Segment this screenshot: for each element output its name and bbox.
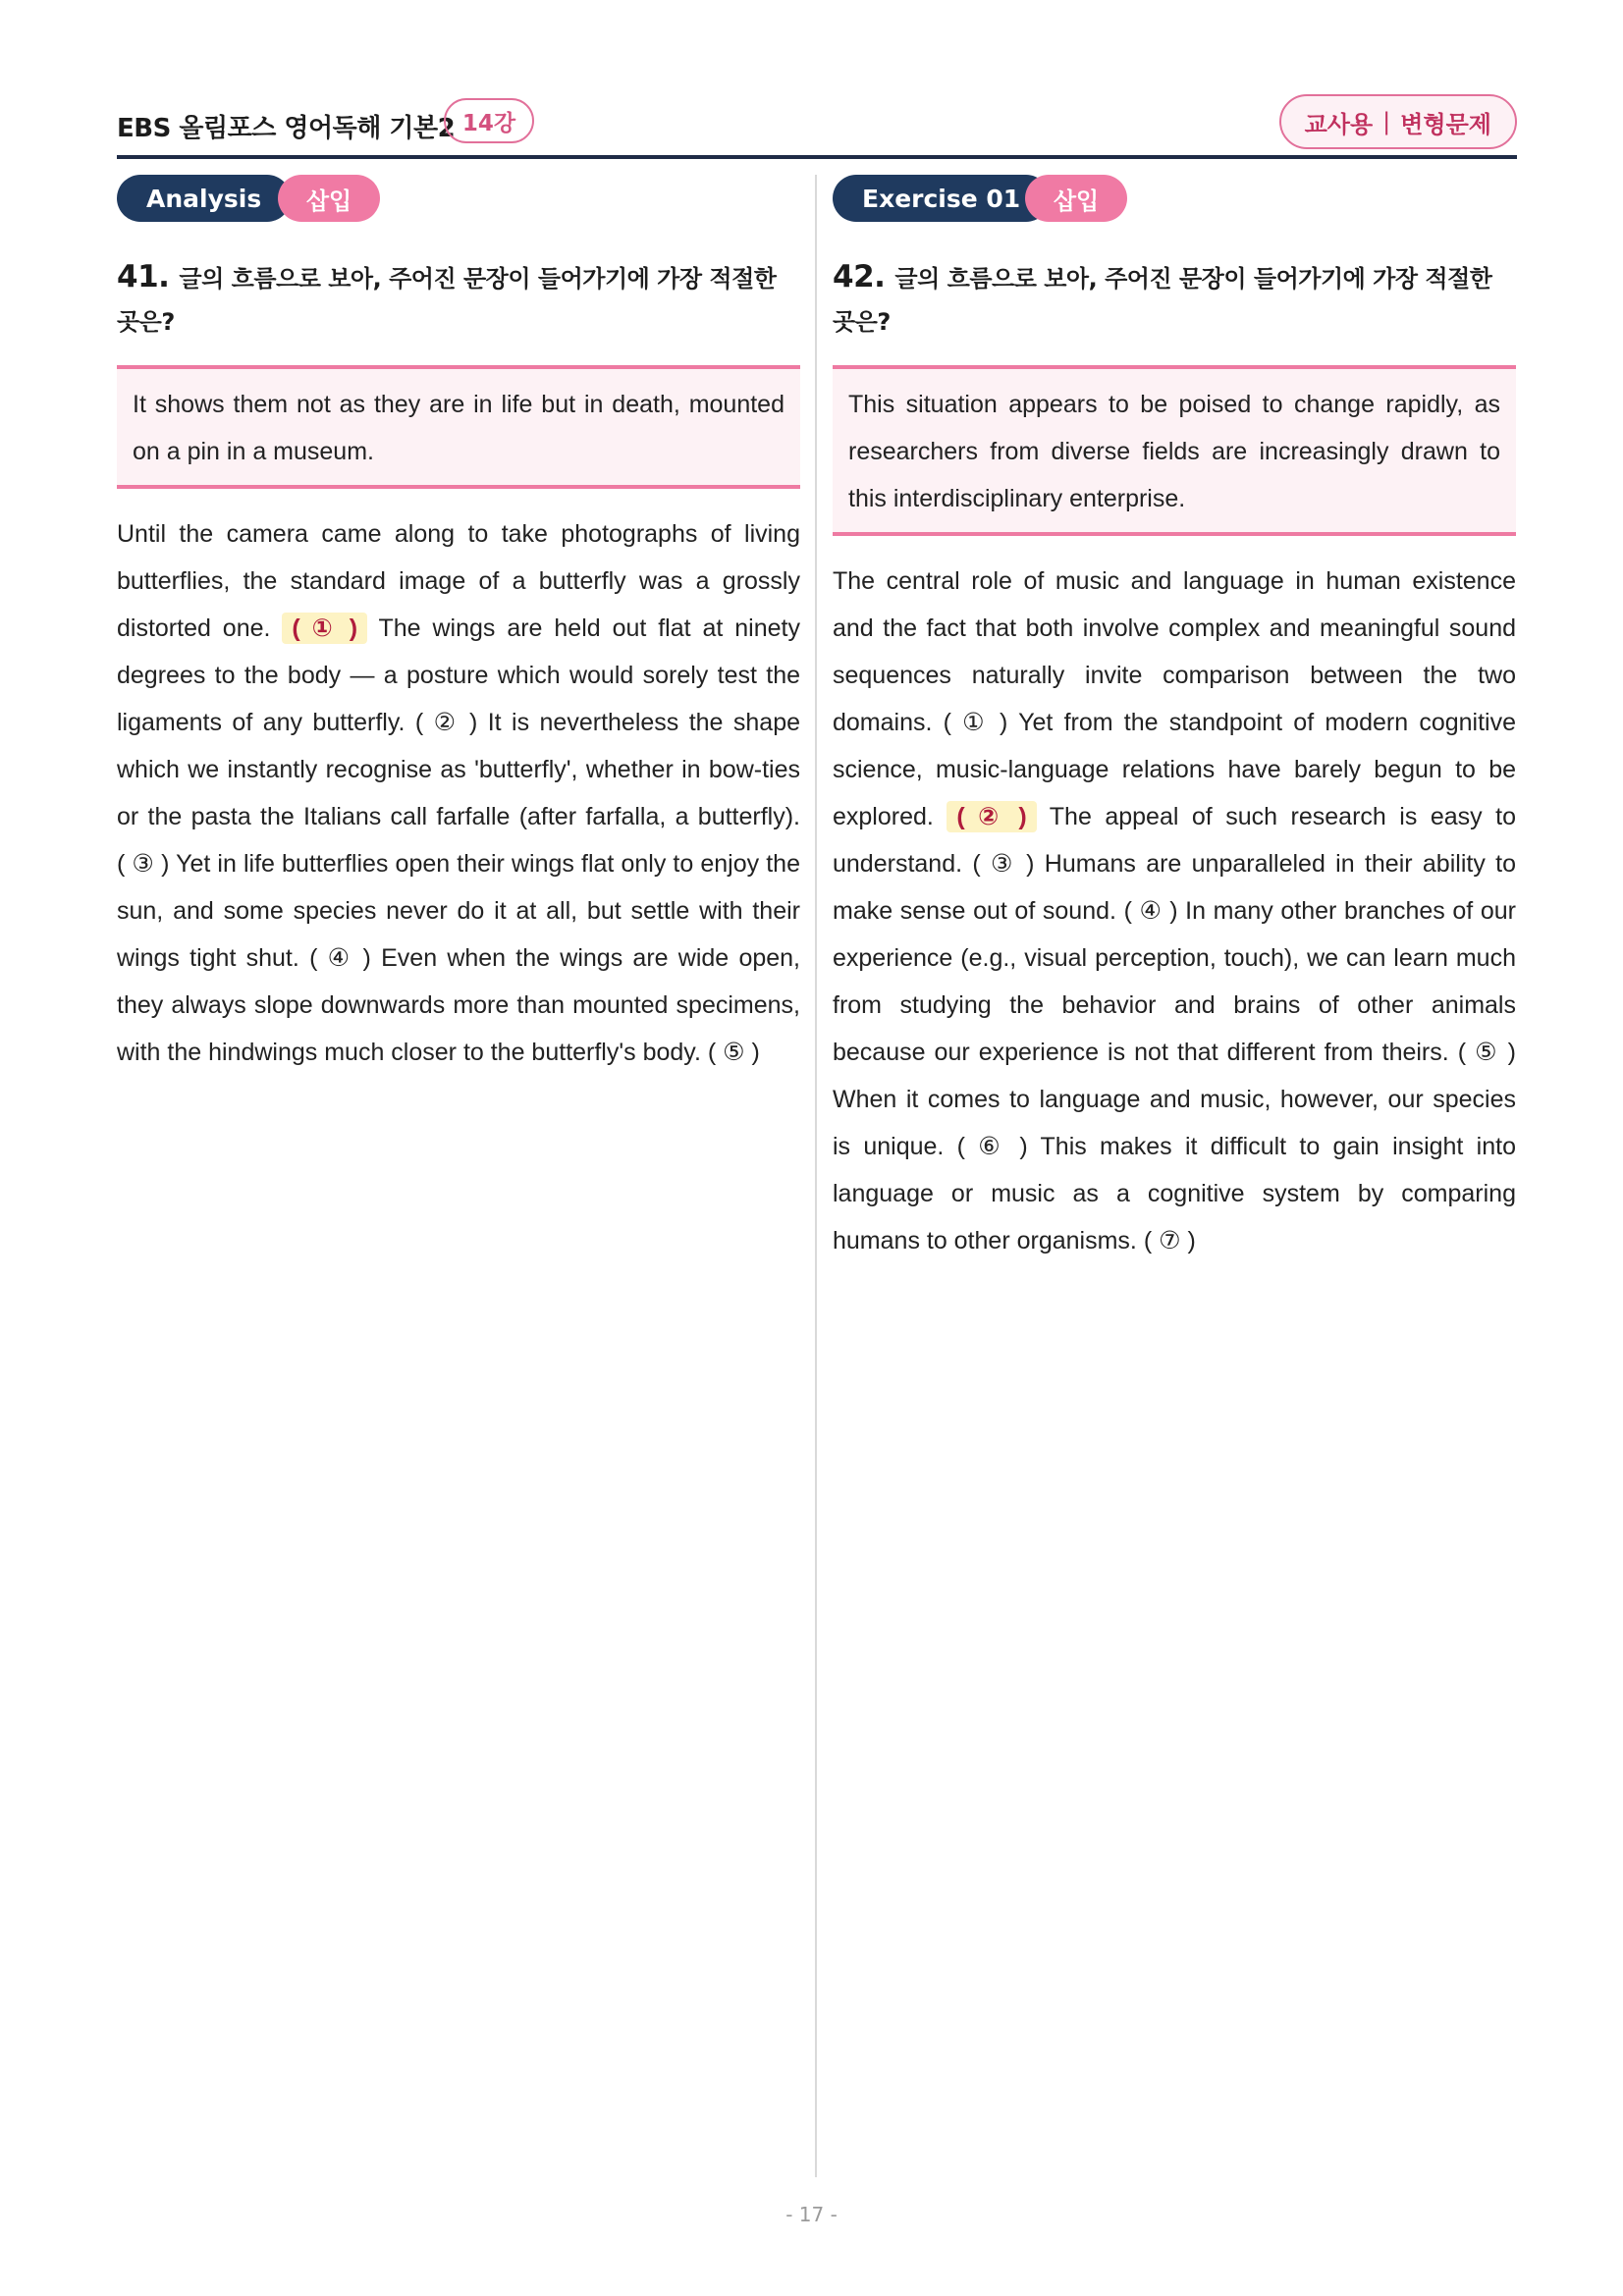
- insertion-marker: ( ⑥ ): [956, 1133, 1028, 1160]
- passage-segment: The wings are held out flat at ninety degrees to the body — a posture which would sorely test the ligaments of any butterfly.: [117, 614, 800, 736]
- badge-separator: |: [1382, 108, 1391, 135]
- answer-marker-highlighted: ( ② ): [947, 801, 1036, 832]
- passage-segment: The appeal of such research is easy to understand.: [833, 803, 1516, 878]
- question-text-line2: 곳은?: [833, 308, 891, 336]
- insertion-marker: ( ⑤ ): [707, 1039, 760, 1066]
- insertion-marker: ( ① ): [943, 709, 1008, 736]
- question-41-title: [117, 255, 800, 344]
- question-number: 42.: [833, 259, 886, 294]
- question-number: 41.: [117, 259, 170, 294]
- passage-segment: Until the camera came along to take photographs of living butterflies, the standard image of a butterfly was a grossly distorted one.: [117, 520, 800, 642]
- header-rule: [117, 155, 1517, 159]
- column-divider: [815, 175, 817, 2177]
- page-header: [117, 94, 1517, 155]
- passage-segment: Even when the wings are wide open, they always slope downwards more than mounted specimens, with the hindwings much closer to the butterfly's body.: [117, 944, 800, 1066]
- insertion-marker: ( ⑦ ): [1143, 1227, 1196, 1255]
- insertion-tag: 삽입: [1025, 175, 1127, 222]
- passage-42: [833, 558, 1516, 1264]
- question-42-title: [833, 255, 1516, 344]
- passage-segment: In many other branches of our experience (e.g., visual perception, touch), we can learn much from studying the behavior and brains of other animals because our experience is not that different from theirs.: [833, 897, 1516, 1066]
- analysis-tag: Analysis: [117, 175, 291, 222]
- insertion-marker: ( ⑤ ): [1457, 1039, 1516, 1066]
- insertion-marker: ( ④ ): [1123, 897, 1178, 925]
- problem-type-label: 변형문제: [1400, 110, 1491, 138]
- passage-segment: The central role of music and language in human existence and the fact that both involve complex and meaningful sound sequences naturally invite comparison between the two domains.: [833, 567, 1516, 736]
- question-text-line1: 글의 흐름으로 보아, 주어진 문장이 들어가기에 가장 적절한: [179, 265, 777, 293]
- passage-segment: When it comes to language and music, however, our species is unique.: [833, 1086, 1516, 1160]
- passage-segment: Yet from the standpoint of modern cognitive science, music-language relations have barely begun to be explored.: [833, 709, 1516, 830]
- given-sentence-box: It shows them not as they are in life but in death, mounted on a pin in a museum.: [117, 365, 800, 489]
- insertion-marker: ( ② ): [414, 709, 478, 736]
- right-column: [833, 175, 1516, 1264]
- audience-label: 교사용: [1304, 110, 1374, 138]
- given-sentence-box: This situation appears to be poised to change rapidly, as researchers from diverse fields are increasingly drawn to this interdisciplinary enterprise.: [833, 365, 1516, 536]
- lesson-badge: 14강: [444, 98, 534, 143]
- answer-marker-highlighted: ( ① ): [282, 613, 367, 644]
- question-text-line1: 글의 흐름으로 보아, 주어진 문장이 들어가기에 가장 적절한: [894, 265, 1492, 293]
- passage-segment: It is nevertheless the shape which we instantly recognise as 'butterfly', whether in bow-ties or the pasta the Italians call farfalle (after farfalla, a butterfly).: [117, 709, 800, 830]
- page-number: - 17 -: [785, 2203, 838, 2226]
- question-text-line2: 곳은?: [117, 308, 175, 336]
- right-tags: [833, 175, 1516, 222]
- left-tags: [117, 175, 800, 222]
- left-column: [117, 175, 800, 1076]
- insertion-marker: ( ④ ): [309, 944, 371, 972]
- exercise-tag: Exercise 01: [833, 175, 1050, 222]
- insertion-marker: ( ③ ): [117, 850, 170, 878]
- passage-41: [117, 510, 800, 1076]
- insertion-tag: 삽입: [278, 175, 380, 222]
- passage-segment: Humans are unparalleled in their ability to make sense out of sound.: [833, 850, 1516, 925]
- passage-segment: This makes it difficult to gain insight into language or music as a cognitive system by comparing humans to other organisms.: [833, 1133, 1516, 1255]
- passage-segment: Yet in life butterflies open their wings flat only to enjoy the sun, and some species never do it at all, but settle with their wings tight shut.: [117, 850, 800, 972]
- document-type-badge: [1279, 94, 1517, 149]
- insertion-marker: ( ③ ): [972, 850, 1035, 878]
- book-title: EBS 올림포스 영어독해 기본2: [117, 114, 456, 143]
